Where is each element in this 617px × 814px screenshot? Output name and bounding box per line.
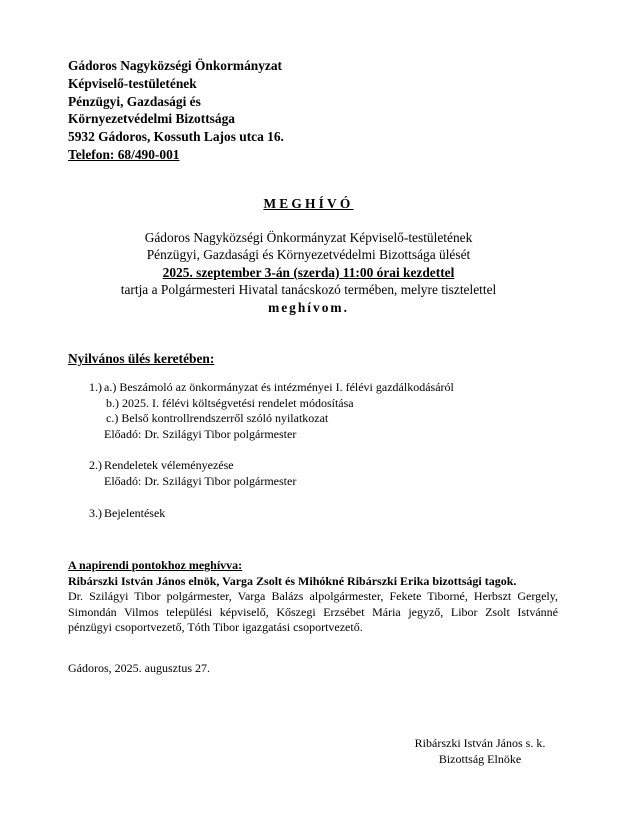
- letterhead-line: Képviselő-testületének: [68, 75, 197, 91]
- agenda-list: [89, 380, 454, 537]
- invited-heading: A napirendi pontokhoz meghívva:: [68, 558, 243, 572]
- agenda-number: 2.): [89, 458, 102, 473]
- agenda-line: Bejelentések: [104, 505, 166, 520]
- intro-line: tartja a Polgármesteri Hivatal tanácskozó termében, melyre tisztelettel: [120, 282, 497, 298]
- agenda-line: c.) Belső kontrollrendszerről szóló nyilatkozat: [106, 411, 329, 426]
- signature-block: [380, 736, 580, 767]
- agenda-item-3: [89, 506, 454, 522]
- invitation-intro: [40, 229, 577, 316]
- letterhead-line: Környezetvédelmi Bizottsága: [68, 111, 235, 127]
- agenda-presenter: Előadó: Dr. Szilágyi Tibor polgármester: [104, 426, 297, 441]
- letterhead-line: Gádoros Nagyközségi Önkormányzat: [68, 58, 283, 73]
- agenda-number: 1.): [89, 380, 102, 394]
- meeting-date: 2025. szeptember 3-án (szerda) 11:00 órai kezdettel: [162, 264, 455, 280]
- place-date: Gádoros, 2025. augusztus 27.: [68, 661, 210, 675]
- agenda-number: 3.): [89, 505, 102, 520]
- letterhead: [68, 57, 284, 164]
- agenda-item-1: [89, 380, 454, 442]
- letterhead-phone: Telefon: 68/490-001: [68, 146, 180, 162]
- signatory-name: Ribárszki István János s. k.: [414, 736, 546, 750]
- committee-members: Ribárszki István János elnök, Varga Zsolt és Mihókné Ribárszki Erika bizottsági tagok.: [68, 573, 517, 588]
- other-invitees: Dr. Szilágyi Tibor polgármester, Varga Balázs alpolgármester, Fekete Tiborné, Herbszt Gergely, Simondán Vilmos települési képviselő, Kőszegi Erzsébet Mária jegyző, Libor Zsolt Istvánné pénzügyi csoportvezető, Tóth Tibor igazgatási csoportvezető.: [68, 589, 558, 634]
- signatory-role: Bizottság Elnöke: [438, 751, 522, 766]
- agenda-presenter: Előadó: Dr. Szilágyi Tibor polgármester: [104, 473, 297, 488]
- agenda-line: b.) 2025. I. félévi költségvetési rendelet módosítása: [106, 395, 354, 410]
- agenda-item-2: [89, 458, 454, 489]
- invited-section: [68, 558, 558, 636]
- agenda-line: a.) Beszámoló az önkormányzat és intézményei I. félévi gazdálkodásáról: [104, 380, 454, 394]
- section-title: Nyilvános ülés keretében:: [68, 351, 215, 366]
- agenda-line: Rendeletek véleményezése: [104, 458, 234, 473]
- intro-line: Pénzügyi, Gazdasági és Környezetvédelmi Bizottsága ülését: [146, 247, 471, 263]
- letterhead-address: 5932 Gádoros, Kossuth Lajos utca 16.: [68, 129, 284, 145]
- invite-word: meghívom.: [268, 299, 349, 315]
- letterhead-line: Pénzügyi, Gazdasági és: [68, 93, 201, 109]
- intro-line: Gádoros Nagyközségi Önkormányzat Képviselő-testületének: [144, 230, 473, 245]
- document-title: MEGHÍVÓ: [263, 196, 354, 211]
